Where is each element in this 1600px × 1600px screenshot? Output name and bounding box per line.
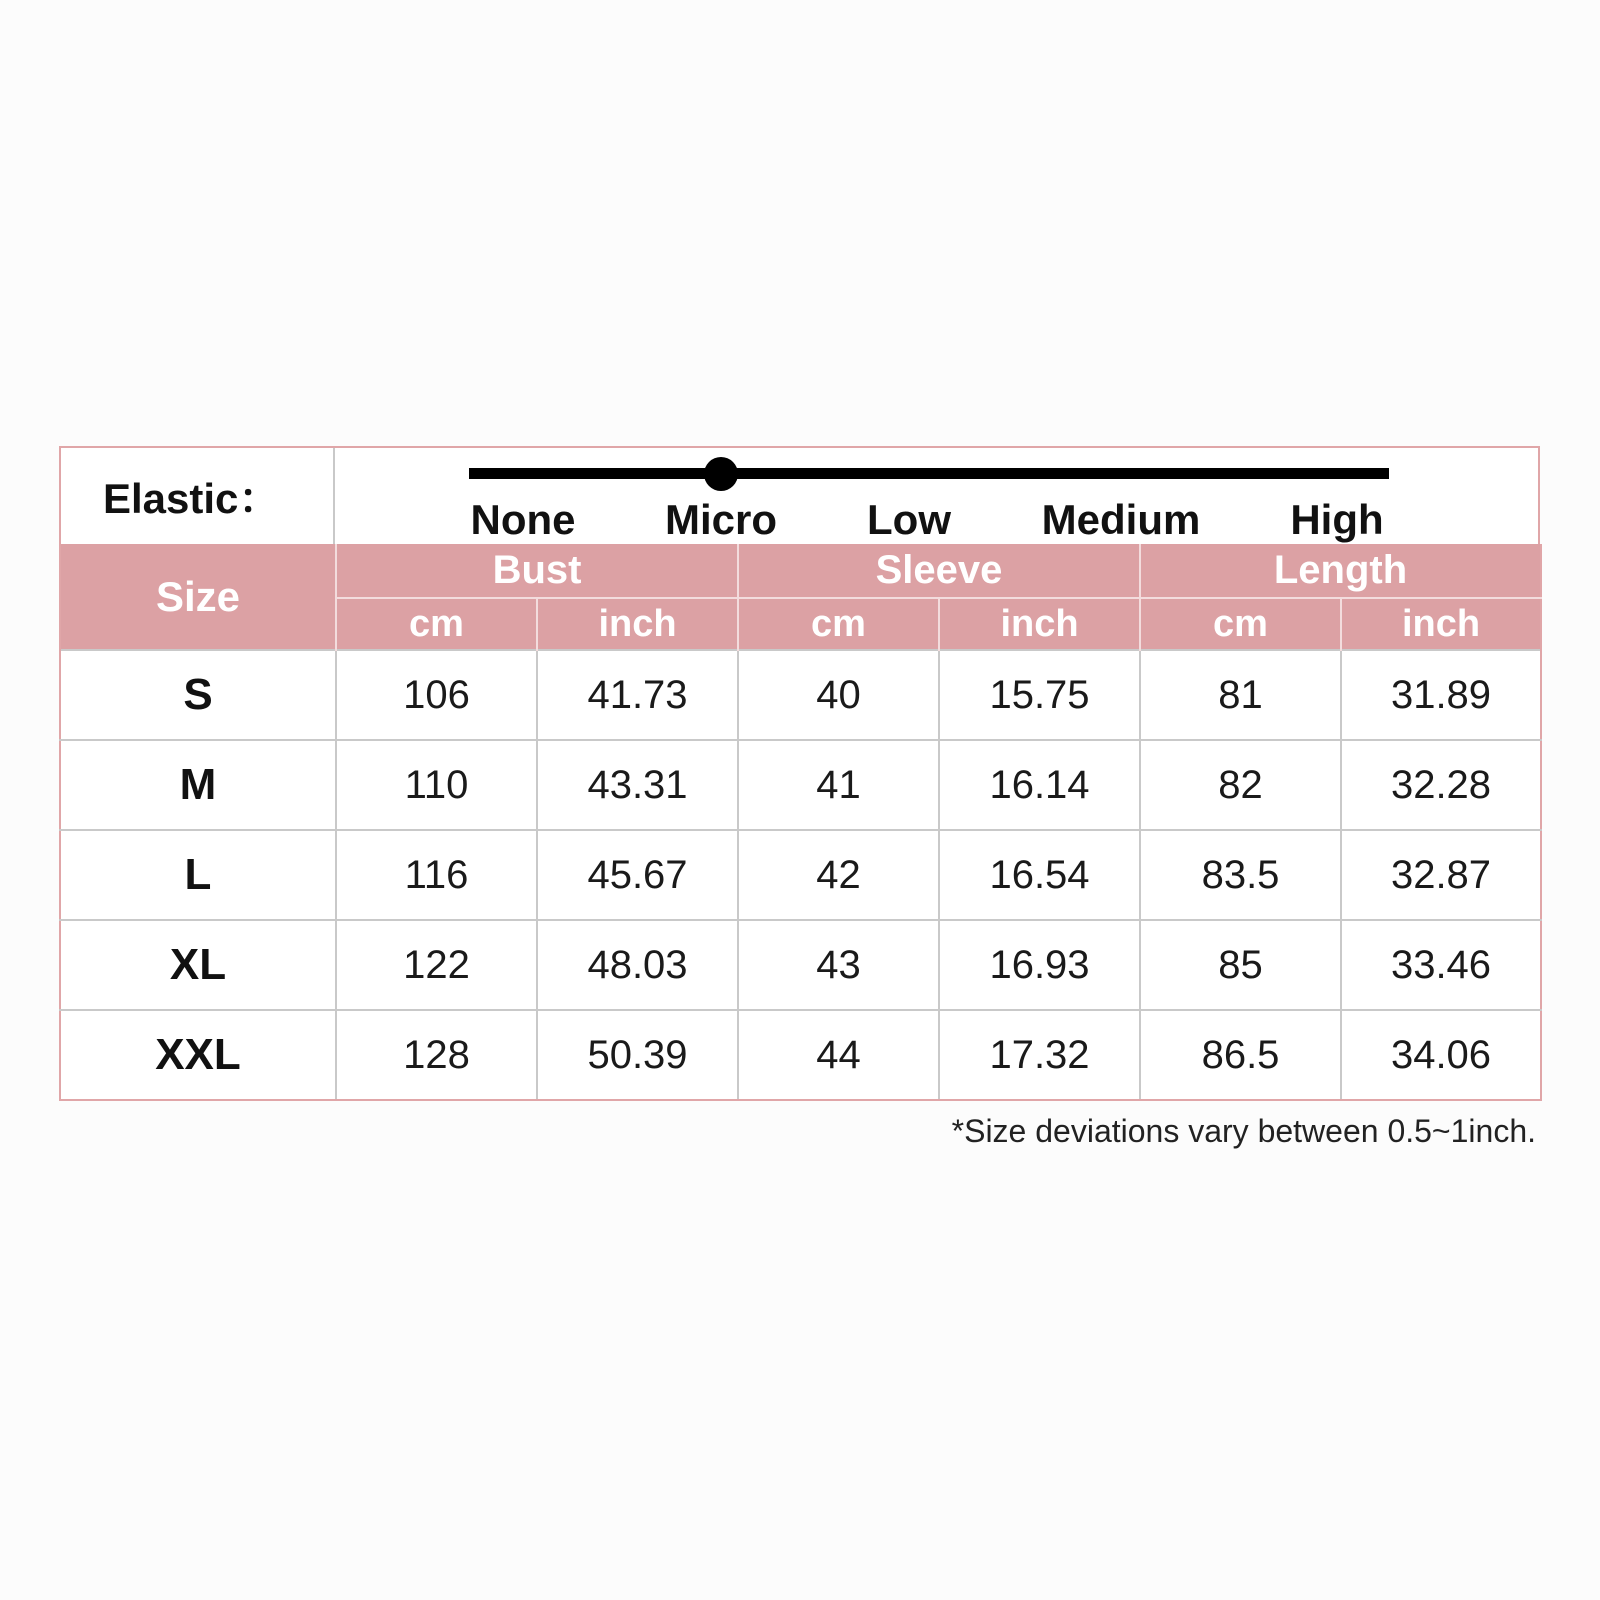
measurement-cell: 40: [738, 650, 939, 740]
measurement-cell: 44: [738, 1010, 939, 1100]
measurement-cell: 33.46: [1341, 920, 1541, 1010]
header-length: Length: [1140, 544, 1541, 598]
measurement-cell: 81: [1140, 650, 1341, 740]
elastic-level-none: None: [470, 496, 576, 543]
measurement-cell: 110: [336, 740, 537, 830]
header-bust: Bust: [336, 544, 738, 598]
measurement-cell: 128: [336, 1010, 537, 1100]
measurement-cell: 32.28: [1341, 740, 1541, 830]
elastic-level-low: Low: [867, 496, 951, 543]
measurement-cell: 43.31: [537, 740, 738, 830]
measurement-cell: 41: [738, 740, 939, 830]
header-unit: cm: [336, 598, 537, 650]
measurement-cell: 83.5: [1140, 830, 1341, 920]
measurement-cell: 15.75: [939, 650, 1140, 740]
elastic-scale-bar: [469, 468, 1389, 479]
table-row: [60, 830, 1541, 920]
header-size: Size: [60, 544, 336, 650]
measurement-cell: 16.14: [939, 740, 1140, 830]
measurement-cell: 43: [738, 920, 939, 1010]
measurement-cell: 34.06: [1341, 1010, 1541, 1100]
elastic-row: [59, 446, 1540, 544]
elastic-scale-marker: [704, 457, 738, 491]
size-chart: [59, 446, 1540, 1150]
measurement-cell: 116: [336, 830, 537, 920]
measurement-cell: 86.5: [1140, 1010, 1341, 1100]
header-sleeve: Sleeve: [738, 544, 1140, 598]
table-row: [60, 650, 1541, 740]
measurement-cell: 41.73: [537, 650, 738, 740]
header-unit: cm: [1140, 598, 1341, 650]
table-row: [60, 920, 1541, 1010]
elastic-level-high: High: [1290, 496, 1384, 543]
header-unit: cm: [738, 598, 939, 650]
table-row: [60, 740, 1541, 830]
measurement-cell: 82: [1140, 740, 1341, 830]
size-table: [59, 544, 1542, 1101]
measurement-cell: 106: [336, 650, 537, 740]
elastic-level-medium: Medium: [1041, 496, 1201, 543]
measurement-cell: 32.87: [1341, 830, 1541, 920]
measurement-cell: 50.39: [537, 1010, 738, 1100]
size-label: S: [60, 650, 336, 740]
elastic-label: Elastic：: [61, 448, 335, 544]
header-unit: inch: [1341, 598, 1541, 650]
elastic-level-micro: Micro: [664, 496, 778, 543]
size-deviation-note: *Size deviations vary between 0.5~1inch.: [951, 1113, 1536, 1149]
measurement-cell: 48.03: [537, 920, 738, 1010]
size-label: L: [60, 830, 336, 920]
measurement-cell: 45.67: [537, 830, 738, 920]
measurement-cell: 122: [336, 920, 537, 1010]
size-label: XL: [60, 920, 336, 1010]
size-label: XXL: [60, 1010, 336, 1100]
measurement-cell: 85: [1140, 920, 1341, 1010]
measurement-cell: 17.32: [939, 1010, 1140, 1100]
table-row: [60, 1010, 1541, 1100]
measurement-cell: 31.89: [1341, 650, 1541, 740]
size-label: M: [60, 740, 336, 830]
measurement-cell: 16.93: [939, 920, 1140, 1010]
header-unit: inch: [537, 598, 738, 650]
header-unit: inch: [939, 598, 1140, 650]
measurement-cell: 42: [738, 830, 939, 920]
measurement-cell: 16.54: [939, 830, 1140, 920]
